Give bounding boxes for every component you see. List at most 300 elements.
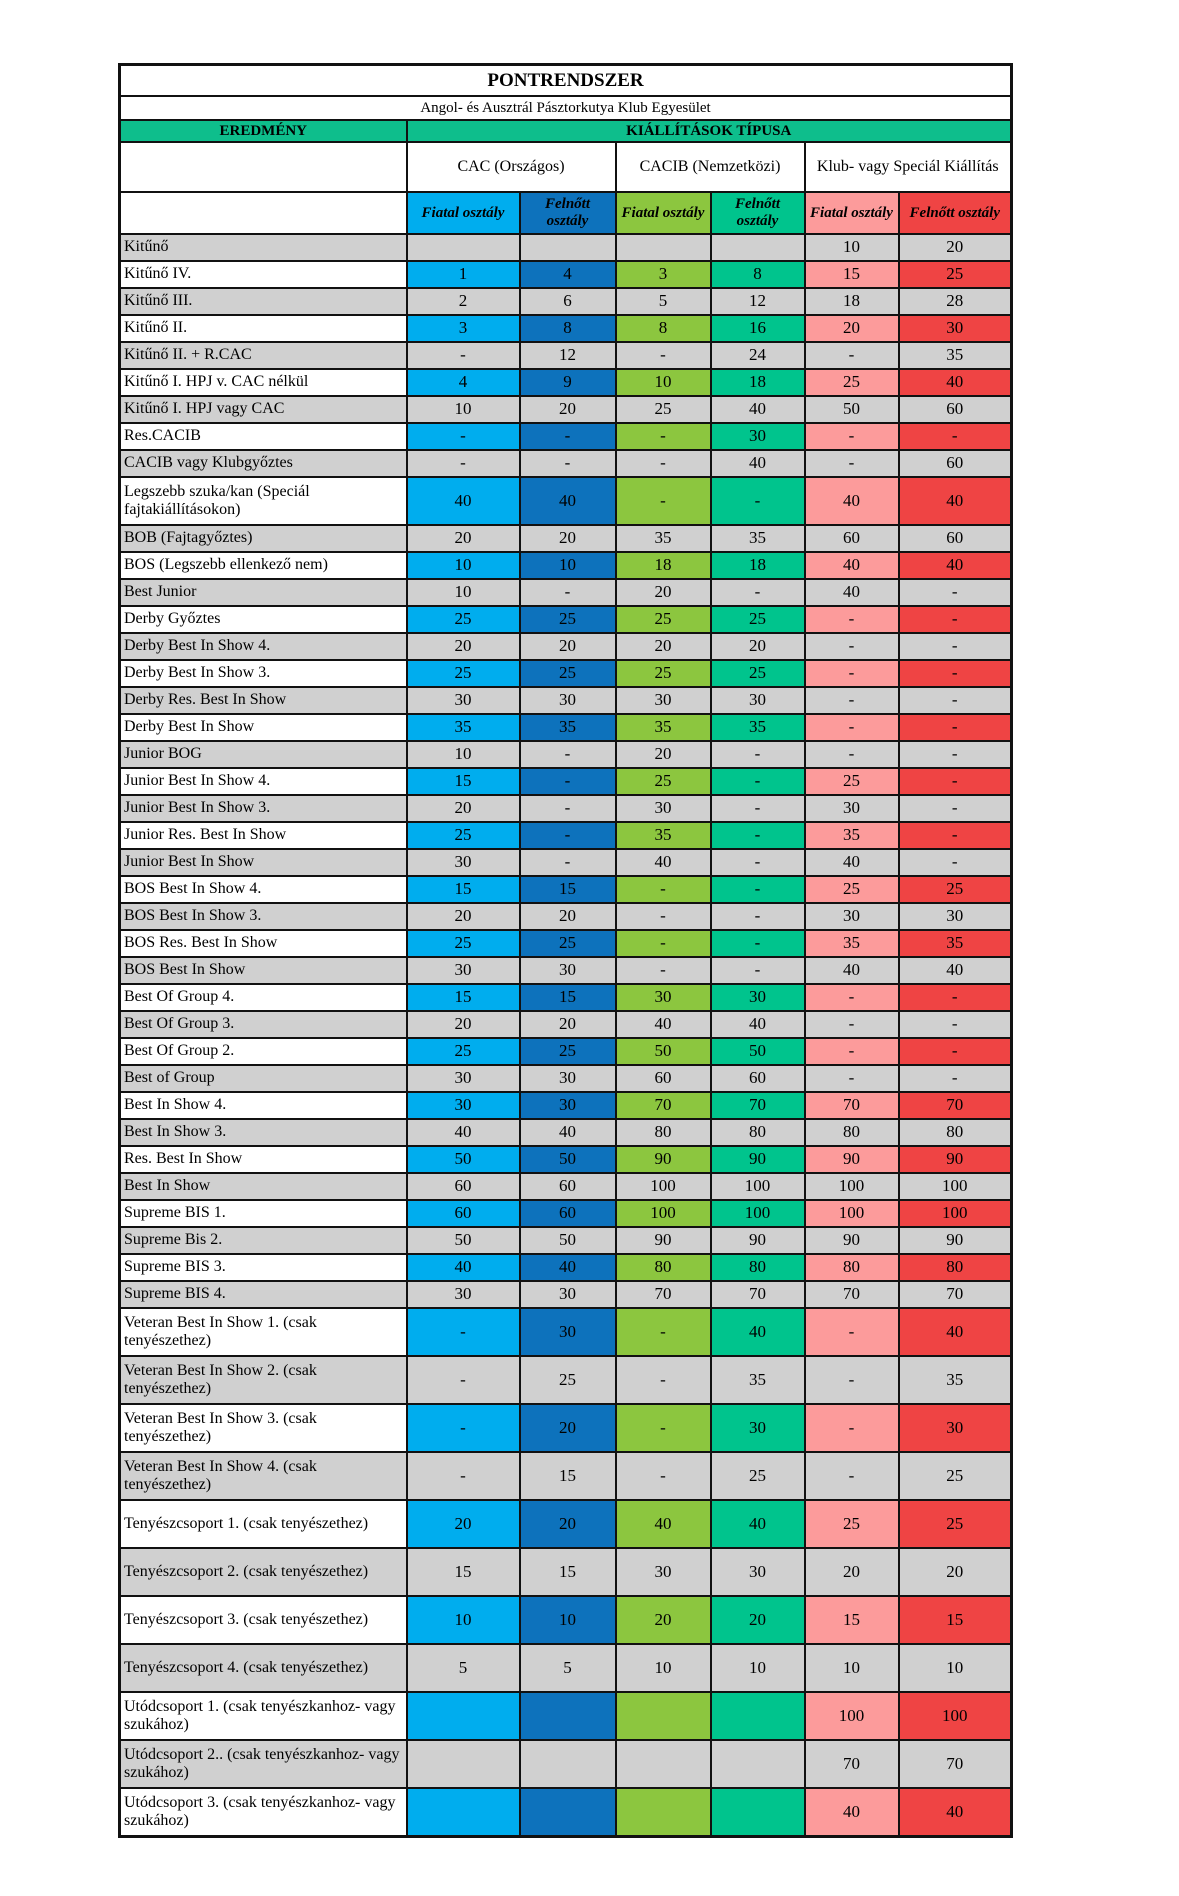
result-label: Supreme BIS 4. bbox=[120, 1281, 407, 1308]
points-cell: 15 bbox=[805, 1596, 899, 1644]
points-cell: - bbox=[616, 930, 711, 957]
points-cell: 30 bbox=[899, 903, 1012, 930]
points-cell: 30 bbox=[899, 1404, 1012, 1452]
points-cell: - bbox=[805, 1011, 899, 1038]
table-row bbox=[120, 1356, 1012, 1404]
result-label: Legszebb szuka/kan (Speciál fajtakiállításokon) bbox=[120, 477, 407, 525]
points-cell: 20 bbox=[805, 315, 899, 342]
points-cell: 35 bbox=[805, 930, 899, 957]
result-label: Kitűnő bbox=[120, 234, 407, 261]
points-cell: 70 bbox=[805, 1092, 899, 1119]
points-cell: - bbox=[520, 795, 616, 822]
table-row bbox=[120, 903, 1012, 930]
points-cell: 60 bbox=[407, 1173, 520, 1200]
table-row bbox=[120, 1548, 1012, 1596]
points-cell: 25 bbox=[616, 768, 711, 795]
table-row bbox=[120, 1146, 1012, 1173]
result-label: Veteran Best In Show 1. (csak tenyészethez) bbox=[120, 1308, 407, 1356]
result-label: Kitűnő III. bbox=[120, 288, 407, 315]
result-label: Junior Best In Show bbox=[120, 849, 407, 876]
points-cell: 60 bbox=[711, 1065, 805, 1092]
result-band-label: EREDMÉNY bbox=[120, 120, 407, 142]
band-row bbox=[120, 120, 1012, 142]
result-label: Kitűnő I. HPJ v. CAC nélkül bbox=[120, 369, 407, 396]
points-cell: 25 bbox=[805, 768, 899, 795]
points-cell: - bbox=[616, 876, 711, 903]
points-cell: 5 bbox=[520, 1644, 616, 1692]
result-label: Res.CACIB bbox=[120, 423, 407, 450]
points-cell bbox=[711, 1692, 805, 1740]
points-cell: 40 bbox=[899, 1308, 1012, 1356]
points-cell: - bbox=[899, 687, 1012, 714]
points-cell: 25 bbox=[899, 1500, 1012, 1548]
points-cell: 80 bbox=[711, 1119, 805, 1146]
result-label: BOS Res. Best In Show bbox=[120, 930, 407, 957]
subtitle-row bbox=[120, 96, 1012, 120]
points-cell: - bbox=[711, 768, 805, 795]
points-cell: - bbox=[711, 957, 805, 984]
points-cell bbox=[520, 1788, 616, 1837]
points-cell: 35 bbox=[899, 1356, 1012, 1404]
result-label: Best Of Group 2. bbox=[120, 1038, 407, 1065]
result-label: BOS Best In Show 3. bbox=[120, 903, 407, 930]
points-cell: 3 bbox=[407, 315, 520, 342]
points-cell: 10 bbox=[805, 1644, 899, 1692]
points-cell: 8 bbox=[520, 315, 616, 342]
class-header-cac-fiatal: Fiatal osztály bbox=[407, 192, 520, 234]
result-label: Best Of Group 4. bbox=[120, 984, 407, 1011]
points-cell: - bbox=[899, 795, 1012, 822]
title-row bbox=[120, 65, 1012, 97]
result-label: Veteran Best In Show 3. (csak tenyészethez) bbox=[120, 1404, 407, 1452]
points-cell: 20 bbox=[407, 1011, 520, 1038]
points-cell: 25 bbox=[407, 1038, 520, 1065]
points-cell: 25 bbox=[899, 1452, 1012, 1500]
points-cell: - bbox=[899, 768, 1012, 795]
result-label: Kitűnő II. + R.CAC bbox=[120, 342, 407, 369]
points-cell: 20 bbox=[616, 633, 711, 660]
result-label: Kitűnő IV. bbox=[120, 261, 407, 288]
table-row bbox=[120, 525, 1012, 552]
points-cell: 28 bbox=[899, 288, 1012, 315]
points-cell: 30 bbox=[711, 687, 805, 714]
class-header-cacib-fiatal: Fiatal osztály bbox=[616, 192, 711, 234]
points-cell: 25 bbox=[520, 660, 616, 687]
points-cell: - bbox=[616, 1356, 711, 1404]
points-cell: 10 bbox=[805, 234, 899, 261]
points-cell: 80 bbox=[711, 1254, 805, 1281]
points-cell: 15 bbox=[407, 768, 520, 795]
result-label: Best Junior bbox=[120, 579, 407, 606]
points-cell bbox=[711, 1740, 805, 1788]
points-cell: 50 bbox=[616, 1038, 711, 1065]
points-cell: 10 bbox=[520, 552, 616, 579]
points-cell: - bbox=[805, 687, 899, 714]
result-label: Tenyészcsoport 4. (csak tenyészethez) bbox=[120, 1644, 407, 1692]
points-cell: 5 bbox=[616, 288, 711, 315]
points-cell: - bbox=[520, 768, 616, 795]
points-cell: - bbox=[805, 984, 899, 1011]
table-row bbox=[120, 984, 1012, 1011]
points-cell: 10 bbox=[407, 741, 520, 768]
points-cell: 30 bbox=[616, 795, 711, 822]
points-cell: 18 bbox=[616, 552, 711, 579]
points-cell: 40 bbox=[899, 552, 1012, 579]
points-cell: - bbox=[805, 714, 899, 741]
points-cell: 70 bbox=[616, 1092, 711, 1119]
points-cell: 20 bbox=[616, 579, 711, 606]
points-cell: - bbox=[899, 1065, 1012, 1092]
points-cell: - bbox=[520, 822, 616, 849]
points-cell: 25 bbox=[616, 396, 711, 423]
table-row bbox=[120, 633, 1012, 660]
points-cell: 30 bbox=[711, 984, 805, 1011]
points-cell bbox=[616, 234, 711, 261]
points-cell: 40 bbox=[520, 1119, 616, 1146]
points-cell: 40 bbox=[805, 957, 899, 984]
points-cell: - bbox=[805, 1065, 899, 1092]
points-cell: 12 bbox=[711, 288, 805, 315]
table-row bbox=[120, 369, 1012, 396]
points-cell bbox=[407, 1788, 520, 1837]
points-cell: 20 bbox=[711, 1596, 805, 1644]
points-cell: - bbox=[520, 450, 616, 477]
points-cell: 60 bbox=[899, 525, 1012, 552]
points-cell: - bbox=[407, 342, 520, 369]
points-cell: 8 bbox=[616, 315, 711, 342]
result-label: Derby Best In Show 3. bbox=[120, 660, 407, 687]
points-cell: - bbox=[805, 1308, 899, 1356]
points-cell: - bbox=[616, 1452, 711, 1500]
points-cell: 30 bbox=[520, 687, 616, 714]
table-row bbox=[120, 876, 1012, 903]
points-cell: 90 bbox=[805, 1146, 899, 1173]
table-row bbox=[120, 1692, 1012, 1740]
points-cell: 20 bbox=[520, 1404, 616, 1452]
table-row bbox=[120, 1500, 1012, 1548]
points-cell: 35 bbox=[711, 525, 805, 552]
points-cell bbox=[616, 1740, 711, 1788]
points-cell: - bbox=[520, 423, 616, 450]
points-cell: 100 bbox=[899, 1173, 1012, 1200]
result-label: Best In Show bbox=[120, 1173, 407, 1200]
points-cell: 35 bbox=[711, 714, 805, 741]
points-cell: - bbox=[899, 741, 1012, 768]
points-cell: 30 bbox=[407, 687, 520, 714]
points-cell: 25 bbox=[711, 606, 805, 633]
table-row bbox=[120, 579, 1012, 606]
table-row bbox=[120, 1092, 1012, 1119]
points-cell: - bbox=[520, 741, 616, 768]
table-row bbox=[120, 1173, 1012, 1200]
table-row bbox=[120, 795, 1012, 822]
table-row bbox=[120, 741, 1012, 768]
points-cell: 10 bbox=[407, 396, 520, 423]
table-row bbox=[120, 450, 1012, 477]
table-row bbox=[120, 1119, 1012, 1146]
result-label: Tenyészcsoport 3. (csak tenyészethez) bbox=[120, 1596, 407, 1644]
result-label: BOS Best In Show bbox=[120, 957, 407, 984]
table-row bbox=[120, 1065, 1012, 1092]
points-cell: 80 bbox=[616, 1254, 711, 1281]
points-cell: 20 bbox=[520, 525, 616, 552]
table-row bbox=[120, 714, 1012, 741]
points-cell: - bbox=[899, 984, 1012, 1011]
points-cell: 2 bbox=[407, 288, 520, 315]
points-cell: 60 bbox=[520, 1173, 616, 1200]
points-cell: 100 bbox=[899, 1692, 1012, 1740]
class-header-klub-fiatal: Fiatal osztály bbox=[805, 192, 899, 234]
points-cell: - bbox=[711, 822, 805, 849]
points-cell: 25 bbox=[616, 660, 711, 687]
points-cell: 90 bbox=[616, 1146, 711, 1173]
points-cell: 25 bbox=[520, 1356, 616, 1404]
class-header-cac-felnott: Felnőtt osztály bbox=[520, 192, 616, 234]
points-cell: 70 bbox=[899, 1281, 1012, 1308]
result-label: Best In Show 4. bbox=[120, 1092, 407, 1119]
points-cell: 25 bbox=[899, 261, 1012, 288]
points-cell: 90 bbox=[711, 1146, 805, 1173]
points-cell: 40 bbox=[805, 849, 899, 876]
points-cell: 90 bbox=[616, 1227, 711, 1254]
show-types-band-label: KIÁLLÍTÁSOK TÍPUSA bbox=[407, 120, 1012, 142]
points-cell: 10 bbox=[616, 369, 711, 396]
points-cell: 20 bbox=[520, 1500, 616, 1548]
points-cell: 70 bbox=[711, 1092, 805, 1119]
points-cell bbox=[711, 234, 805, 261]
points-cell: 10 bbox=[407, 552, 520, 579]
points-cell: - bbox=[805, 741, 899, 768]
result-label: Junior Best In Show 3. bbox=[120, 795, 407, 822]
points-cell: 40 bbox=[711, 450, 805, 477]
points-cell: - bbox=[805, 450, 899, 477]
result-label: Derby Res. Best In Show bbox=[120, 687, 407, 714]
points-cell: - bbox=[805, 423, 899, 450]
points-cell: 50 bbox=[407, 1146, 520, 1173]
points-cell: 30 bbox=[407, 1281, 520, 1308]
points-cell: 30 bbox=[520, 1308, 616, 1356]
result-label: BOS (Legszebb ellenkező nem) bbox=[120, 552, 407, 579]
points-cell: 30 bbox=[711, 1548, 805, 1596]
points-cell: 40 bbox=[805, 477, 899, 525]
points-cell: 20 bbox=[805, 1548, 899, 1596]
points-cell: 12 bbox=[520, 342, 616, 369]
group-header-row bbox=[120, 142, 1012, 192]
points-cell: 9 bbox=[520, 369, 616, 396]
points-cell: 20 bbox=[616, 741, 711, 768]
points-cell: - bbox=[616, 477, 711, 525]
table-row bbox=[120, 822, 1012, 849]
points-cell: 40 bbox=[711, 1011, 805, 1038]
points-cell: 60 bbox=[616, 1065, 711, 1092]
group-header-cacib: CACIB (Nemzetközi) bbox=[616, 142, 805, 192]
points-cell: 10 bbox=[711, 1644, 805, 1692]
points-cell: - bbox=[899, 822, 1012, 849]
points-cell: - bbox=[711, 477, 805, 525]
points-cell: 90 bbox=[805, 1227, 899, 1254]
points-cell: 30 bbox=[520, 1281, 616, 1308]
result-label: Supreme BIS 1. bbox=[120, 1200, 407, 1227]
points-cell: - bbox=[711, 876, 805, 903]
points-cell: 20 bbox=[520, 1011, 616, 1038]
points-cell: 25 bbox=[805, 1500, 899, 1548]
points-cell: 25 bbox=[805, 369, 899, 396]
result-label: Junior Best In Show 4. bbox=[120, 768, 407, 795]
points-cell: 20 bbox=[711, 633, 805, 660]
class-header-row bbox=[120, 192, 1012, 234]
points-cell: 35 bbox=[711, 1356, 805, 1404]
corner-cell bbox=[120, 142, 407, 192]
points-cell: - bbox=[899, 423, 1012, 450]
points-cell bbox=[407, 234, 520, 261]
points-cell: 70 bbox=[616, 1281, 711, 1308]
result-label: Tenyészcsoport 1. (csak tenyészethez) bbox=[120, 1500, 407, 1548]
points-cell: 40 bbox=[899, 957, 1012, 984]
points-cell: 30 bbox=[805, 903, 899, 930]
result-label: Veteran Best In Show 2. (csak tenyészethez) bbox=[120, 1356, 407, 1404]
result-label: Utódcsoport 1. (csak tenyészkanhoz- vagy szukához) bbox=[120, 1692, 407, 1740]
points-cell: 40 bbox=[711, 1308, 805, 1356]
points-cell: 70 bbox=[899, 1092, 1012, 1119]
points-cell bbox=[520, 1692, 616, 1740]
table-row bbox=[120, 1254, 1012, 1281]
points-cell: 15 bbox=[520, 984, 616, 1011]
points-cell: 80 bbox=[616, 1119, 711, 1146]
points-cell: 30 bbox=[616, 687, 711, 714]
points-cell: 35 bbox=[616, 714, 711, 741]
table-row bbox=[120, 261, 1012, 288]
points-cell: 70 bbox=[805, 1281, 899, 1308]
points-cell: - bbox=[899, 714, 1012, 741]
points-cell: 40 bbox=[407, 1254, 520, 1281]
points-cell: 20 bbox=[407, 903, 520, 930]
points-cell: 40 bbox=[616, 1500, 711, 1548]
points-cell: - bbox=[407, 1356, 520, 1404]
points-cell: 15 bbox=[407, 876, 520, 903]
points-cell: 25 bbox=[805, 876, 899, 903]
points-cell: 25 bbox=[711, 1452, 805, 1500]
points-cell: 30 bbox=[805, 795, 899, 822]
points-cell: 10 bbox=[616, 1644, 711, 1692]
points-cell: 18 bbox=[805, 288, 899, 315]
result-label: Junior Res. Best In Show bbox=[120, 822, 407, 849]
points-cell: - bbox=[616, 903, 711, 930]
points-cell: 80 bbox=[805, 1119, 899, 1146]
points-cell: - bbox=[805, 1356, 899, 1404]
points-cell: 50 bbox=[407, 1227, 520, 1254]
points-cell: 15 bbox=[520, 1452, 616, 1500]
points-cell: 6 bbox=[520, 288, 616, 315]
points-cell bbox=[407, 1740, 520, 1788]
points-cell: 4 bbox=[520, 261, 616, 288]
table-row bbox=[120, 930, 1012, 957]
result-label: Tenyészcsoport 2. (csak tenyészethez) bbox=[120, 1548, 407, 1596]
table-row bbox=[120, 687, 1012, 714]
points-cell: 20 bbox=[407, 795, 520, 822]
page-title: PONTRENDSZER bbox=[120, 65, 1012, 97]
points-cell: 20 bbox=[899, 1548, 1012, 1596]
group-header-klub: Klub- vagy Speciál Kiállítás bbox=[805, 142, 1012, 192]
table-header bbox=[120, 65, 1012, 235]
points-cell: 5 bbox=[407, 1644, 520, 1692]
result-label: Supreme Bis 2. bbox=[120, 1227, 407, 1254]
points-cell: 60 bbox=[407, 1200, 520, 1227]
table-row bbox=[120, 1308, 1012, 1356]
result-label: CACIB vagy Klubgyőztes bbox=[120, 450, 407, 477]
points-cell: 20 bbox=[520, 903, 616, 930]
points-cell: - bbox=[711, 930, 805, 957]
points-cell: 24 bbox=[711, 342, 805, 369]
points-cell: 100 bbox=[805, 1200, 899, 1227]
points-cell: 40 bbox=[899, 477, 1012, 525]
table-row bbox=[120, 849, 1012, 876]
points-cell: - bbox=[616, 342, 711, 369]
result-label: Derby Best In Show 4. bbox=[120, 633, 407, 660]
points-cell: - bbox=[805, 1404, 899, 1452]
points-cell: - bbox=[520, 579, 616, 606]
points-cell: 20 bbox=[407, 525, 520, 552]
points-cell: 30 bbox=[407, 1092, 520, 1119]
points-cell: 40 bbox=[711, 396, 805, 423]
points-cell: 30 bbox=[616, 1548, 711, 1596]
points-cell: 3 bbox=[616, 261, 711, 288]
table-row bbox=[120, 957, 1012, 984]
points-cell: 1 bbox=[407, 261, 520, 288]
points-cell: 30 bbox=[407, 849, 520, 876]
points-cell: - bbox=[711, 741, 805, 768]
result-label: Junior BOG bbox=[120, 741, 407, 768]
points-cell: 25 bbox=[711, 660, 805, 687]
points-cell: 60 bbox=[899, 450, 1012, 477]
table-row bbox=[120, 423, 1012, 450]
points-cell: 50 bbox=[520, 1146, 616, 1173]
points-cell: 40 bbox=[805, 579, 899, 606]
points-cell: 15 bbox=[520, 876, 616, 903]
points-cell: - bbox=[805, 1038, 899, 1065]
points-cell: 70 bbox=[711, 1281, 805, 1308]
result-label: BOS Best In Show 4. bbox=[120, 876, 407, 903]
table-row bbox=[120, 288, 1012, 315]
result-label: Derby Best In Show bbox=[120, 714, 407, 741]
table-row bbox=[120, 315, 1012, 342]
points-cell: 16 bbox=[711, 315, 805, 342]
table-row bbox=[120, 234, 1012, 261]
result-label: Kitűnő I. HPJ vagy CAC bbox=[120, 396, 407, 423]
points-cell: - bbox=[899, 606, 1012, 633]
points-cell: 90 bbox=[899, 1227, 1012, 1254]
points-cell: - bbox=[407, 423, 520, 450]
points-cell: - bbox=[616, 423, 711, 450]
table-row bbox=[120, 1011, 1012, 1038]
table-row bbox=[120, 342, 1012, 369]
points-cell: 35 bbox=[616, 525, 711, 552]
points-cell: 20 bbox=[616, 1596, 711, 1644]
table-row bbox=[120, 1227, 1012, 1254]
points-cell: 10 bbox=[407, 579, 520, 606]
points-cell: 60 bbox=[805, 525, 899, 552]
points-cell: - bbox=[407, 1404, 520, 1452]
result-label: Best Of Group 3. bbox=[120, 1011, 407, 1038]
points-cell: 60 bbox=[520, 1200, 616, 1227]
points-cell: - bbox=[899, 579, 1012, 606]
points-cell: 8 bbox=[711, 261, 805, 288]
points-cell: 30 bbox=[407, 957, 520, 984]
points-cell: 100 bbox=[805, 1692, 899, 1740]
points-cell: 35 bbox=[899, 342, 1012, 369]
points-cell: 20 bbox=[520, 396, 616, 423]
points-cell: 10 bbox=[407, 1596, 520, 1644]
table-row bbox=[120, 1038, 1012, 1065]
